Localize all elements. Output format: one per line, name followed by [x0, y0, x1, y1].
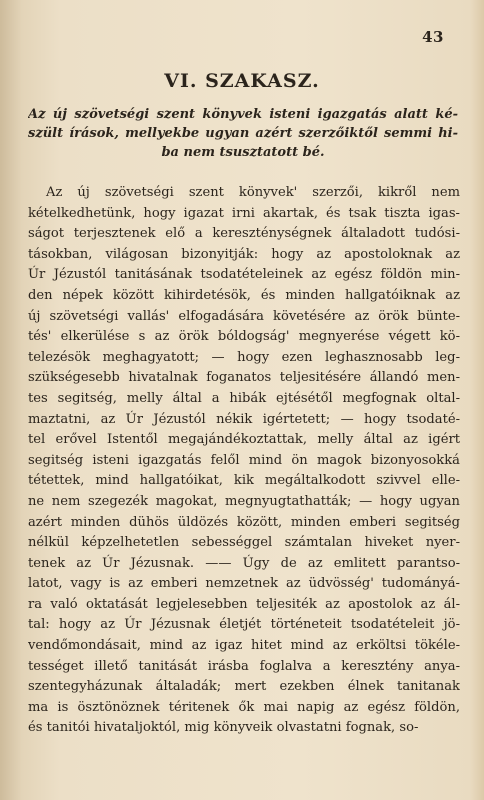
text-line: tes segitség, melly által a hibák ejtésétől megfognak oltal- [28, 390, 460, 406]
text-line: új szövetségi vallás' elfogadására követésére az örök bünte- [28, 308, 460, 324]
text-line: den népek között kihirdetésök, és minden hallgatóiknak az [28, 287, 460, 303]
text-line: maztatni, az Úr Jézustól nékik igértetett; — hogy tsodaté- [28, 411, 460, 427]
section-heading: VI. SZAKASZ. [164, 70, 320, 92]
text-line: ma is ösztönöznek téritenek ők mai napig az egész földön, [28, 699, 460, 715]
text-line: vendőmondásait, mind az igaz hitet mind az erköltsi tökéle- [28, 638, 460, 654]
text-line: kételkedhetünk, hogy igazat irni akartak, és tsak tiszta igas- [28, 205, 460, 221]
summary-line: ba nem tsusztatott bé. [161, 145, 325, 160]
text-line: tétettek, mind hallgatóikat, kik megáltalkodott szivvel elle- [28, 473, 460, 489]
text-line: és tanitói hivataljoktól, mig könyveik olvastatni fognak, so- [28, 720, 419, 736]
text-line: azért minden dühös üldözés között, minden emberi segitség [28, 514, 460, 530]
text-line: telezésök meghagyatott; — hogy ezen leghasznosabb leg- [28, 349, 460, 365]
summary-line: Az új szövetségi szent könyvek isteni igazgatás alatt ké- [28, 107, 458, 122]
summary-line: szült írások, mellyekbe ugyan azért szerzőiktől semmi hi- [28, 126, 458, 141]
text-line: nélkül képzelhetetlen sebességgel számtalan hiveket nyer- [28, 535, 460, 551]
text-line: ságot terjesztenek elő a kereszténységnek általadott tudósi- [28, 226, 460, 242]
text-line: tés' elkerülése s az örök bóldogság' megnyerése végett kö- [28, 329, 460, 345]
text-line: ne nem szegezék magokat, megnyugtathatták; — hogy ugyan [28, 493, 460, 509]
text-line: ra való oktatását legjelesebben teljesiték az apostolok az ál- [28, 596, 460, 612]
text-line: segitség isteni igazgatás felől mind ön magok bizonyosokká [28, 452, 460, 468]
body-paragraph [28, 183, 460, 739]
text-line: tal: hogy az Úr Jézusnak életjét történeteit tsodatételeit jö- [28, 617, 460, 633]
text-line: tásokban, világosan bizonyitják: hogy az apostoloknak az [28, 246, 460, 262]
text-line: tel erővel Istentől megajándékoztattak, melly által az igért [28, 432, 460, 448]
page-number: 43 [422, 28, 444, 46]
section-summary [28, 105, 458, 162]
text-line: szükségesebb hivatalnak foganatos teljesitésére állandó men- [28, 370, 460, 386]
text-line: latot, vagy is az emberi nemzetnek az üdvösség' tudományá- [28, 576, 460, 592]
text-line: szentegyházunak általadák; mert ezekben élnek tanitanak [28, 679, 460, 695]
text-line: tességet illető tanitását irásba foglalva a keresztény anya- [28, 658, 460, 674]
text-line: tenek az Úr Jézusnak. —— Úgy de az emlitett parantso- [28, 555, 460, 571]
text-line: Úr Jézustól tanitásának tsodatételeinek az egész földön min- [28, 267, 460, 283]
text-line: Az új szövetségi szent könyvek' szerzői, kikről nem [46, 185, 460, 200]
